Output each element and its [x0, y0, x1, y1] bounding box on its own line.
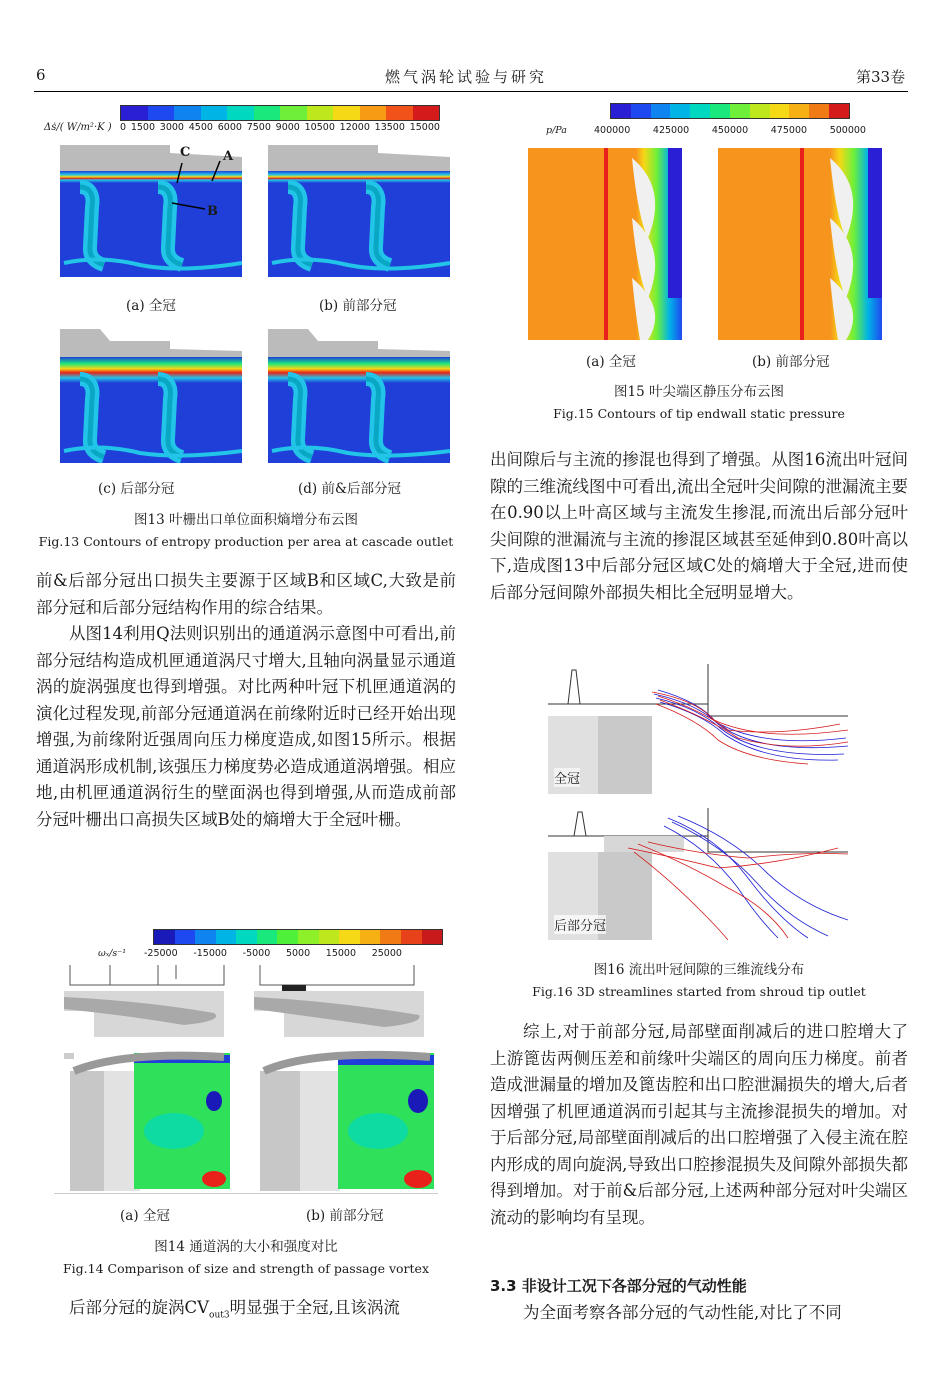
- fig13-tick: 7500: [246, 122, 271, 133]
- fig15-colorbar-label: p/Pa: [546, 125, 567, 136]
- left-p3-post: 明显强于全冠,且该涡流: [229, 1298, 400, 1317]
- fig15-sub-a: (a) 全冠: [586, 354, 636, 370]
- fig15-caption-cn: 图15 叶尖端区静压分布云图: [614, 384, 784, 400]
- fig14-panel-b: [254, 961, 434, 1193]
- fig14-colorbar: [153, 929, 443, 945]
- fig14-panel-a: [64, 961, 230, 1193]
- figure-16: [490, 660, 908, 1005]
- fig13-tick: 0: [120, 122, 127, 133]
- fig15-tick: 400000: [594, 125, 631, 136]
- fig16-label-bottom: 后部分冠: [554, 915, 606, 934]
- fig16-caption-cn: 图16 流出叶冠间隙的三维流线分布: [593, 962, 805, 978]
- fig16-panel-top: [548, 664, 848, 794]
- figure-14: [36, 925, 456, 1280]
- fig16-label-top: 全冠: [554, 768, 580, 787]
- fig13-ticks: [120, 122, 440, 133]
- label-b: B: [207, 204, 218, 219]
- journal-title: 燃气涡轮试验与研究: [385, 68, 548, 86]
- fig15-panel-a: [528, 148, 682, 340]
- fig13-tick: 1500: [130, 122, 156, 133]
- fig13-tick: 13500: [374, 122, 405, 133]
- left-p3-pre: 后部分冠的旋涡CV: [69, 1298, 210, 1317]
- fig13-sub-b: (b) 前部分冠: [319, 298, 397, 314]
- fig13-tick: 6000: [217, 122, 242, 133]
- fig13-tick: 4500: [188, 122, 213, 133]
- fig13-sub-a: (a) 全冠: [126, 298, 176, 314]
- figure-13: [36, 103, 456, 555]
- volume-label: 第33卷: [856, 68, 906, 86]
- figure-15: [490, 100, 908, 430]
- fig14-tick: 15000: [325, 948, 357, 959]
- fig14-tick: 25000: [371, 948, 402, 959]
- fig14-tick: -25000: [144, 948, 178, 959]
- fig15-caption-en: Fig.15 Contours of tip endwall static pressure: [553, 406, 845, 421]
- fig13-panel-d: [268, 327, 450, 463]
- left-text-block: [36, 568, 456, 833]
- fig15-tick: 475000: [770, 125, 808, 136]
- header-rule: [34, 91, 908, 92]
- fig13-tick: 9000: [275, 122, 300, 133]
- fig13-caption-en: Fig.13 Contours of entropy production per area at cascade outlet: [38, 534, 454, 549]
- fig13-panel-b: [268, 143, 450, 277]
- section-heading: 3.3 非设计工况下各部分冠的气动性能: [490, 1277, 747, 1295]
- fig14-tick: -5000: [242, 948, 271, 959]
- label-a: A: [223, 149, 234, 164]
- fig14-sub-a: (a) 全冠: [120, 1208, 170, 1224]
- fig13-sub-c: (c) 后部分冠: [98, 481, 175, 497]
- left-p3-sub: out3: [209, 1310, 230, 1321]
- fig14-tick: 5000: [285, 948, 311, 959]
- right-paragraph-3: 为全面考察各部分冠的气动性能,对比了不同: [523, 1303, 842, 1322]
- fig13-tick: 10500: [304, 122, 335, 133]
- fig15-ticks: [594, 125, 866, 136]
- fig15-tick: 425000: [652, 125, 690, 136]
- fig14-caption-cn: 图14 通道涡的大小和强度对比: [154, 1239, 338, 1255]
- fig13-colorbar-label: Δṡ/( W/m²·K ): [44, 122, 112, 133]
- fig13-sub-d: (d) 前&后部分冠: [298, 481, 401, 497]
- fig13-panel-c: [60, 327, 242, 463]
- fig13-tick: 12000: [339, 122, 370, 133]
- right-paragraph-1: 出间隙后与主流的掺混也得到了增强。从图16流出叶冠间隙的三维流线图中可看出,流出全冠叶尖间隙的泄漏流主要在0.90以上叶高区域与主流发生掺混,而流出后部分冠叶尖间隙的泄漏流与主流的掺混区域甚至延伸到0.80叶高以下,造成图13中后部分冠区域C处的熵增大于全冠,进而使后部分冠间隙外部损失相比全冠明显增大。: [490, 450, 908, 602]
- fig15-panel-b: [718, 148, 882, 340]
- label-c: C: [180, 145, 191, 160]
- right-paragraph-2: 综上,对于前部分冠,局部壁面削减后的进口腔增大了上游篦齿两侧压差和前缘叶尖端区的周向压力梯度。前者造成泄漏量的增加及篦齿腔和出口腔泄漏损失的增大,后者因增强了机匣通道涡而引起其与主流掺混损失的增加。对于后部分冠,局部壁面削减后的出口腔增强了入侵主流在腔内形成的周向旋涡,导致出口腔掺混损失及间隙外部损失都得到增加。对于前&后部分冠,上述两种部分冠对叶尖端区流动的影响均有呈现。: [490, 1022, 908, 1227]
- left-paragraph-3: [36, 1295, 456, 1329]
- fig15-tick: 500000: [829, 125, 866, 136]
- fig14-caption-en: Fig.14 Comparison of size and strength of passage vortex: [62, 1261, 429, 1276]
- fig15-tick: 450000: [711, 125, 749, 136]
- fig14-ticks: [144, 948, 402, 959]
- fig14-baseline: [54, 1193, 438, 1194]
- left-paragraph-2: 从图14利用Q法则识别出的通道涡示意图中可看出,前部分冠结构造成机匣通道涡尺寸增大,且轴向涡量显示通道涡的旋涡强度也得到增强。对比两种叶冠下机匣通道涡的演化过程发现,前部分冠通道涡在前缘附近时已经开始出现增强,为前缘附近强周向压力梯度造成,如图15所示。根据通道涡形成机制,该强压力梯度势必造成通道涡增强。相应地,由机匣通道涡衍生的壁面涡也得到增强,从而造成前部分冠叶栅出口高损失区域B处的熵增大于全冠叶栅。: [36, 624, 456, 829]
- fig15-colorbar: [610, 103, 850, 119]
- fig13-tick: 15000: [409, 122, 440, 133]
- fig13-caption-cn: 图13 叶栅出口单位面积熵增分布云图: [134, 512, 358, 528]
- fig13-tick: 3000: [159, 122, 184, 133]
- fig16-caption-en: Fig.16 3D streamlines started from shroud tip outlet: [532, 984, 866, 999]
- fig14-tick: -15000: [193, 948, 227, 959]
- fig13-colorbar: [120, 105, 440, 121]
- fig14-colorbar-label: ωₓ/s⁻¹: [98, 948, 127, 959]
- fig15-sub-b: (b) 前部分冠: [752, 354, 830, 370]
- fig14-sub-b: (b) 前部分冠: [306, 1208, 384, 1224]
- page-number: 6: [36, 66, 46, 84]
- left-paragraph-1: 前&后部分冠出口损失主要源于区域B和区域C,大致是前部分冠和后部分冠结构作用的综合结果。: [36, 571, 456, 617]
